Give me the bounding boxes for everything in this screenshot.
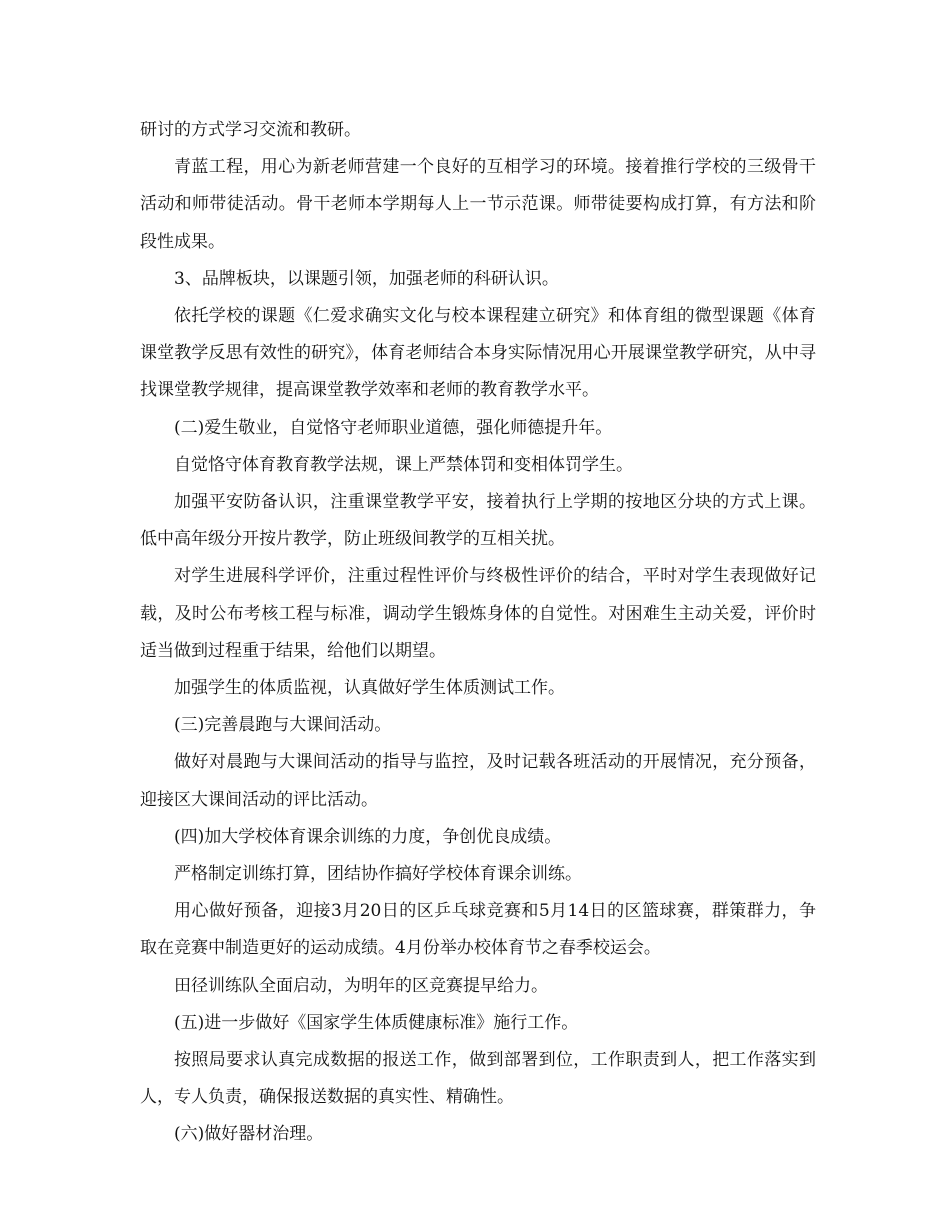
paragraph-4: 依托学校的课题《仁爱求确实文化与校本课程建立研究》和体育组的微型课题《体育课堂教学反思有效性的研究》，体育老师结合本身实际情况用心开展课堂教学研究，从中寻找课堂教学规律，提高课堂教学效率和老师的教育教学水平。 [140, 306, 816, 401]
paragraph-15: 田径训练队全面启动，为明年的区竞赛提早给力。 [174, 975, 548, 996]
paragraph-18: (六)做好器材治理。 [174, 1124, 324, 1145]
paragraph-11: 做好对晨跑与大课间活动的指导与监控，及时记载各班活动的开展情况，充分预备，迎接区大课间活动的评比活动。 [140, 752, 816, 810]
paragraph-9: 加强学生的体质监视，认真做好学生体质测试工作。 [174, 678, 565, 699]
paragraph-14: 用心做好预备，迎接3月20日的区乒乓球竞赛和5月14日的区篮球赛，群策群力，争取在竞赛中制造更好的运动成绩。4月份举办校体育节之春季校运会。 [140, 901, 816, 959]
paragraph-10: (三)完善晨跑与大课间活动。 [174, 715, 392, 736]
paragraph-16: (五)进一步做好《国家学生体质健康标准》施行工作。 [174, 1012, 579, 1033]
paragraph-2: 青蓝工程，用心为新老师营建一个良好的互相学习的环境。接着推行学校的三级骨干活动和师带徒活动。骨干老师本学期每人上一节示范课。师带徒要构成打算，有方法和阶段性成果。 [140, 157, 816, 252]
paragraph-8: 对学生进展科学评价，注重过程性评价与终极性评价的结合，平时对学生表现做好记载，及时公布考核工程与标准，调动学生锻炼身体的自觉性。对困难生主动关爱，评价时适当做到过程重于结果，给他们以期望。 [140, 566, 816, 661]
document-body [140, 112, 816, 1154]
paragraph-17: 按照局要求认真完成数据的报送工作，做到部署到位，工作职责到人，把工作落实到人，专人负责，确保报送数据的真实性、精确性。 [140, 1050, 816, 1108]
paragraph-5: (二)爱生敬业，自觉恪守老师职业道德，强化师德提升年。 [174, 417, 613, 438]
paragraph-12: (四)加大学校体育课余训练的力度，争创优良成绩。 [174, 826, 562, 847]
paragraph-13: 严格制定训练打算，团结协作搞好学校体育课余训练。 [174, 864, 582, 885]
paragraph-6: 自觉恪守体育教育教学法规，课上严禁体罚和变相体罚学生。 [174, 454, 633, 475]
paragraph-3: 3、品牌板块，以课题引领，加强老师的科研认识。 [174, 268, 559, 289]
paragraph-1: 研讨的方式学习交流和教研。 [140, 120, 361, 140]
paragraph-7: 加强平安防备认识，注重课堂教学平安，接着执行上学期的按地区分块的方式上课。低中高年级分开按片教学，防止班级间教学的互相关扰。 [140, 492, 816, 550]
